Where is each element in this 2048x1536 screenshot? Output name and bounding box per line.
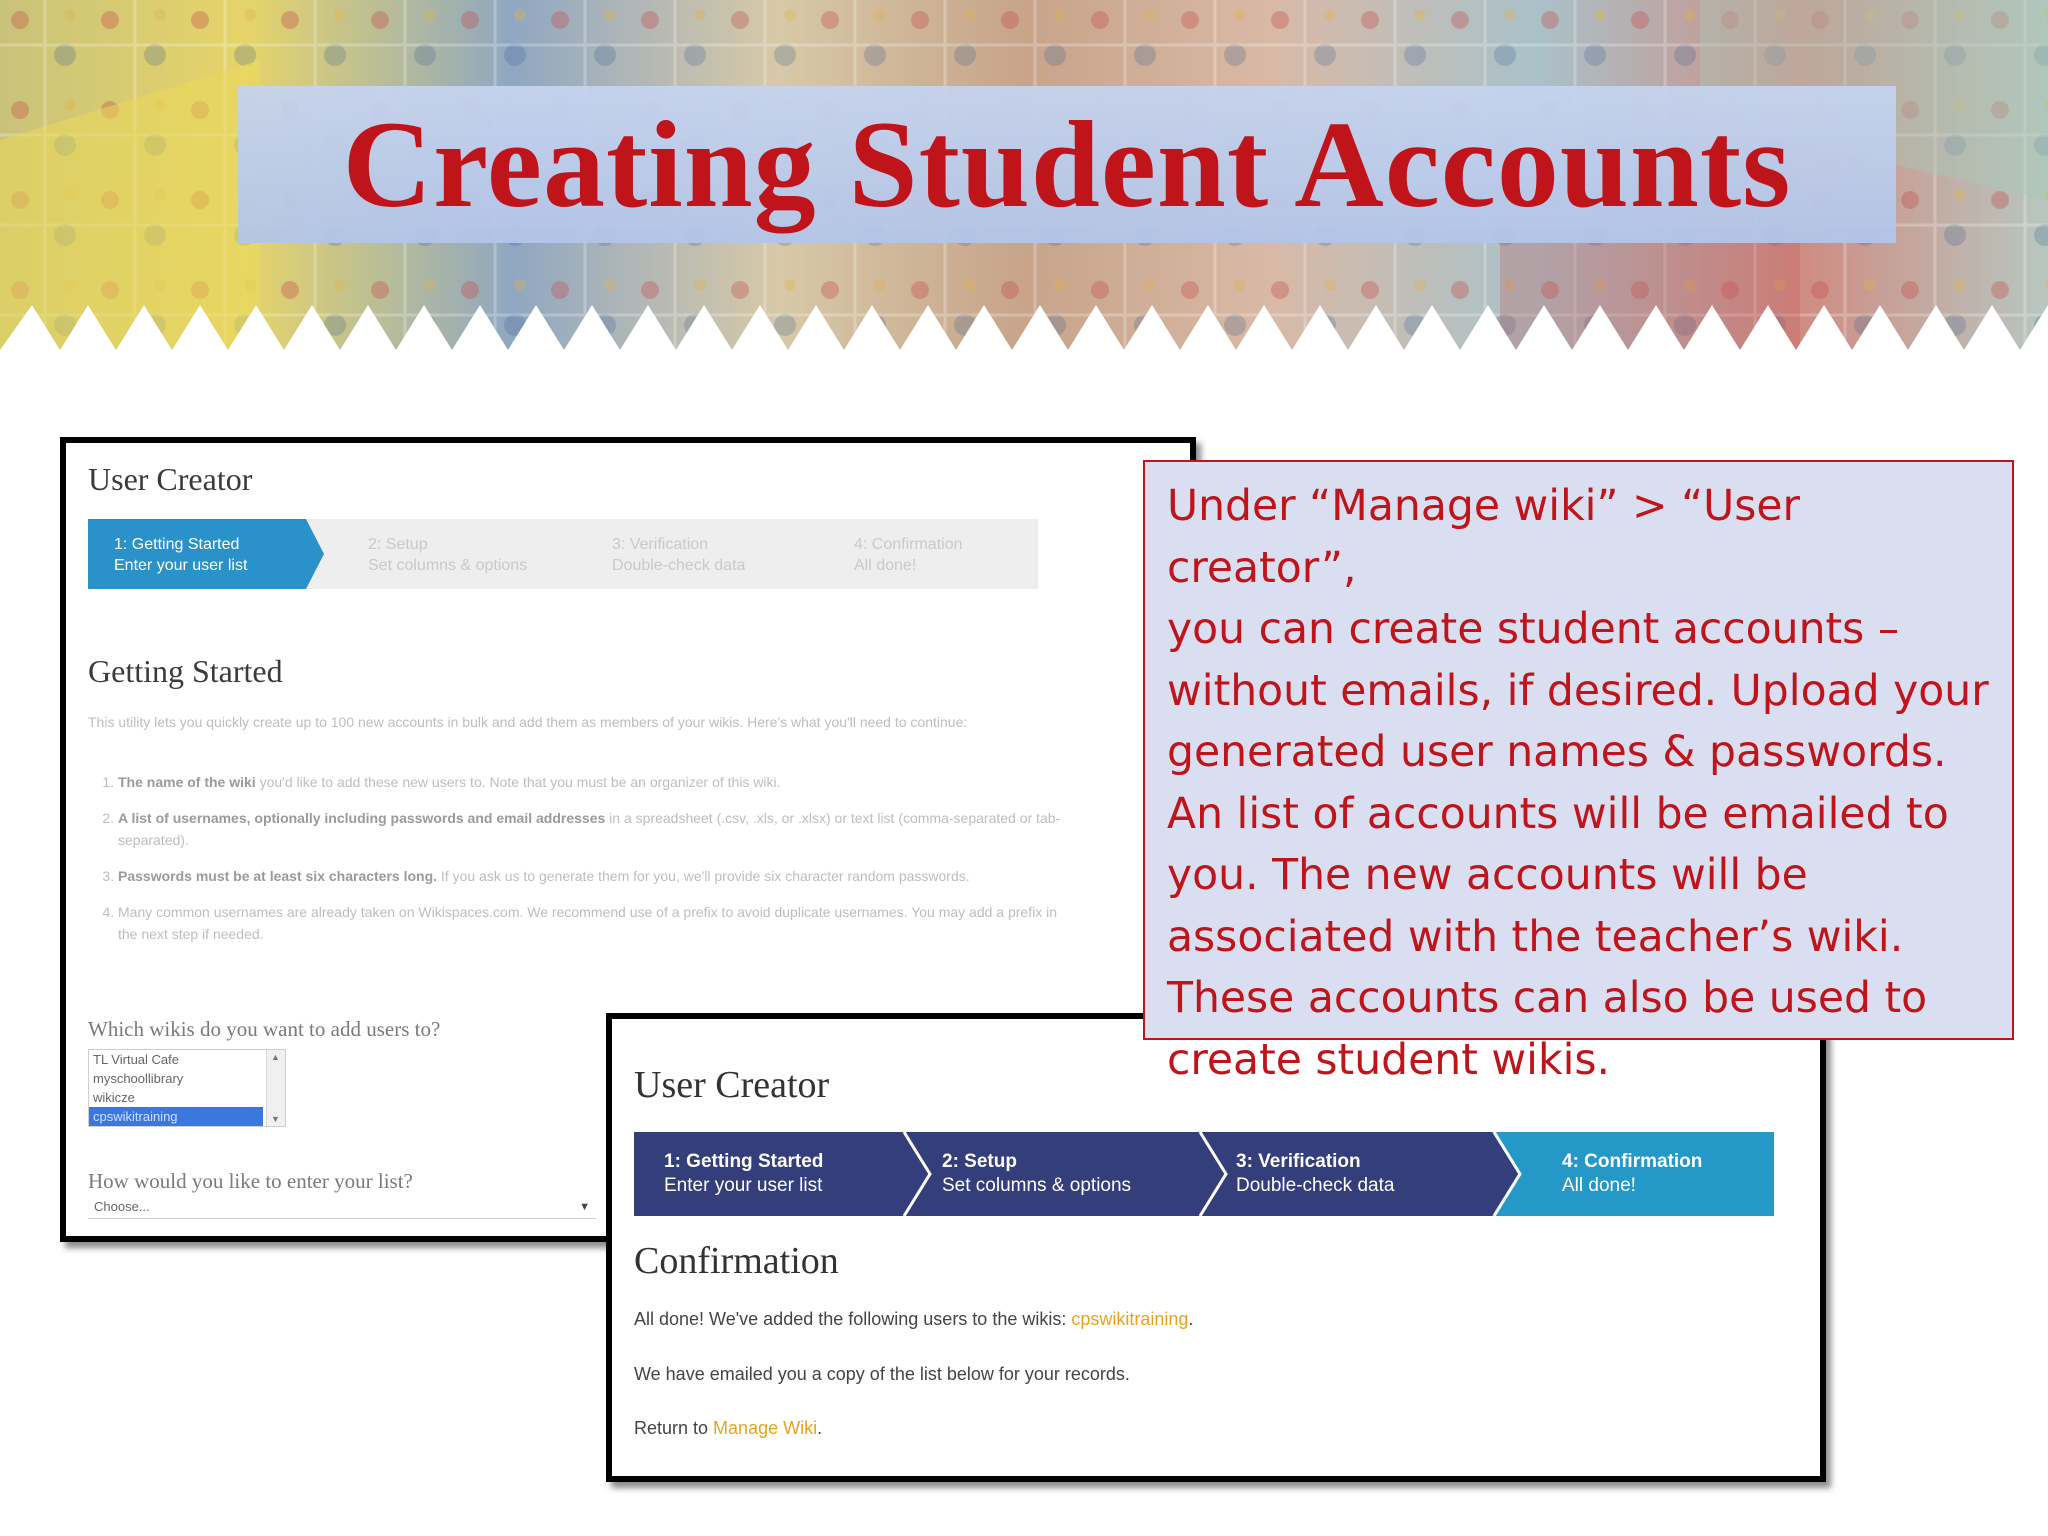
wiki-option[interactable]: wikicze xyxy=(93,1090,135,1105)
list-entry-question: How would you like to enter your list? xyxy=(88,1169,413,1193)
bold-text: A list of usernames, optionally including passwords and email addresses xyxy=(118,810,606,826)
step-subtitle: Set columns & options xyxy=(368,557,528,574)
wiki-link[interactable]: cpswikitraining xyxy=(1071,1309,1189,1329)
step-title: 2: Setup xyxy=(942,1151,1017,1172)
step-getting-started[interactable] xyxy=(88,519,306,589)
message-text: . xyxy=(817,1418,823,1438)
list-item xyxy=(118,807,1078,851)
wizard-steps xyxy=(88,519,1038,589)
callout-line: create student wikis. xyxy=(1167,1035,1611,1085)
step-subtitle: Set columns & options xyxy=(942,1175,1132,1196)
slide-title: Creating Student Accounts xyxy=(342,96,1792,233)
wizard-steps xyxy=(634,1132,1774,1216)
item-text: in a spreadsheet (.csv, .xls, or .xlsx) or text list (comma-separated or tab-separated). xyxy=(118,810,1061,848)
list-item xyxy=(118,865,1078,887)
callout-line: Under “Manage wiki” > “User creator”, xyxy=(1167,482,1801,593)
user-creator-title: User Creator xyxy=(88,461,253,497)
step-title: 4: Confirmation xyxy=(854,536,963,553)
callout-line: generated user names & passwords. xyxy=(1167,728,1947,777)
callout-line: you can create student accounts – xyxy=(1167,605,1900,654)
user-creator-title: User Creator xyxy=(634,1064,830,1106)
select-value: Choose... xyxy=(94,1199,150,1214)
list-item xyxy=(118,901,1078,945)
step-title: 1: Getting Started xyxy=(664,1151,824,1172)
confirmation-message xyxy=(634,1309,1193,1330)
step-title: 4: Confirmation xyxy=(1562,1151,1703,1172)
bold-text: The name of the wiki xyxy=(118,774,256,790)
listbox-scrollbar[interactable] xyxy=(266,1050,285,1126)
intro-text: This utility lets you quickly create up to 100 new accounts in bulk and add them as members of your wikis. Here's what you'll need to continue: xyxy=(88,714,968,730)
callout-line: you. The new accounts will be xyxy=(1167,851,1808,900)
list-entry-select[interactable] xyxy=(88,1195,596,1219)
bold-text: Passwords must be at least six characters long. xyxy=(118,868,438,884)
explanation-callout xyxy=(1143,460,2014,1085)
scroll-up-icon[interactable]: ▲ xyxy=(271,1052,280,1062)
step-confirmation[interactable] xyxy=(854,519,1034,589)
email-notice: We have emailed you a copy of the list below for your records. xyxy=(634,1364,1130,1384)
step-title: 2: Setup xyxy=(368,536,428,553)
callout-line: An list of accounts will be emailed to xyxy=(1167,789,1949,839)
requirements-list xyxy=(96,771,1078,959)
quilt-banner xyxy=(0,0,2048,372)
step-title: 3: Verification xyxy=(1236,1151,1361,1172)
step-subtitle: Enter your user list xyxy=(664,1175,823,1196)
manage-wiki-link[interactable]: Manage Wiki xyxy=(713,1418,818,1438)
item-text: If you ask us to generate them for you, we'll provide six character random passwords. xyxy=(437,868,970,884)
step-subtitle: Double-check data xyxy=(1236,1175,1395,1196)
callout-line: These accounts can also be used to xyxy=(1167,974,1928,1023)
callout-line: associated with the teacher’s wiki. xyxy=(1167,912,1904,962)
step-subtitle: Double-check data xyxy=(612,557,746,574)
step-subtitle: All done! xyxy=(1562,1175,1636,1196)
wikis-question: Which wikis do you want to add users to? xyxy=(88,1017,441,1041)
item-text: Many common usernames are already taken on Wikispaces.com. We recommend use of a prefix to avoid duplicate usernames. You may add a prefix in the next step if needed. xyxy=(118,904,1057,942)
step-setup[interactable] xyxy=(368,519,568,589)
step-subtitle: Enter your user list xyxy=(114,557,248,574)
return-message xyxy=(634,1418,822,1439)
step-title: 3: Verification xyxy=(612,536,709,553)
message-text: Return to xyxy=(634,1418,714,1438)
chevron-down-icon: ▼ xyxy=(579,1201,590,1213)
wiki-option[interactable]: TL Virtual Cafe xyxy=(93,1052,179,1067)
item-text: you'd like to add these new users to. Note that you must be an organizer of this wiki. xyxy=(255,774,781,790)
step-chevron-separators xyxy=(634,1132,1774,1216)
list-item xyxy=(118,771,1078,793)
wiki-option-selected[interactable]: cpswikitraining xyxy=(89,1107,263,1126)
step-verification[interactable] xyxy=(612,519,812,589)
callout-line: without emails, if desired. Upload your xyxy=(1167,666,1989,716)
wiki-option[interactable]: myschoollibrary xyxy=(93,1071,184,1086)
section-title: Getting Started xyxy=(88,653,283,689)
wikis-listbox[interactable] xyxy=(88,1049,286,1127)
scroll-down-icon[interactable]: ▼ xyxy=(271,1114,280,1124)
step-arrow xyxy=(306,519,324,589)
message-text: . xyxy=(1188,1309,1194,1329)
step-title: 1: Getting Started xyxy=(114,536,240,553)
message-text: All done! We've added the following users to the wikis: xyxy=(634,1309,1072,1329)
step-subtitle: All done! xyxy=(854,557,917,574)
section-title: Confirmation xyxy=(634,1240,839,1282)
